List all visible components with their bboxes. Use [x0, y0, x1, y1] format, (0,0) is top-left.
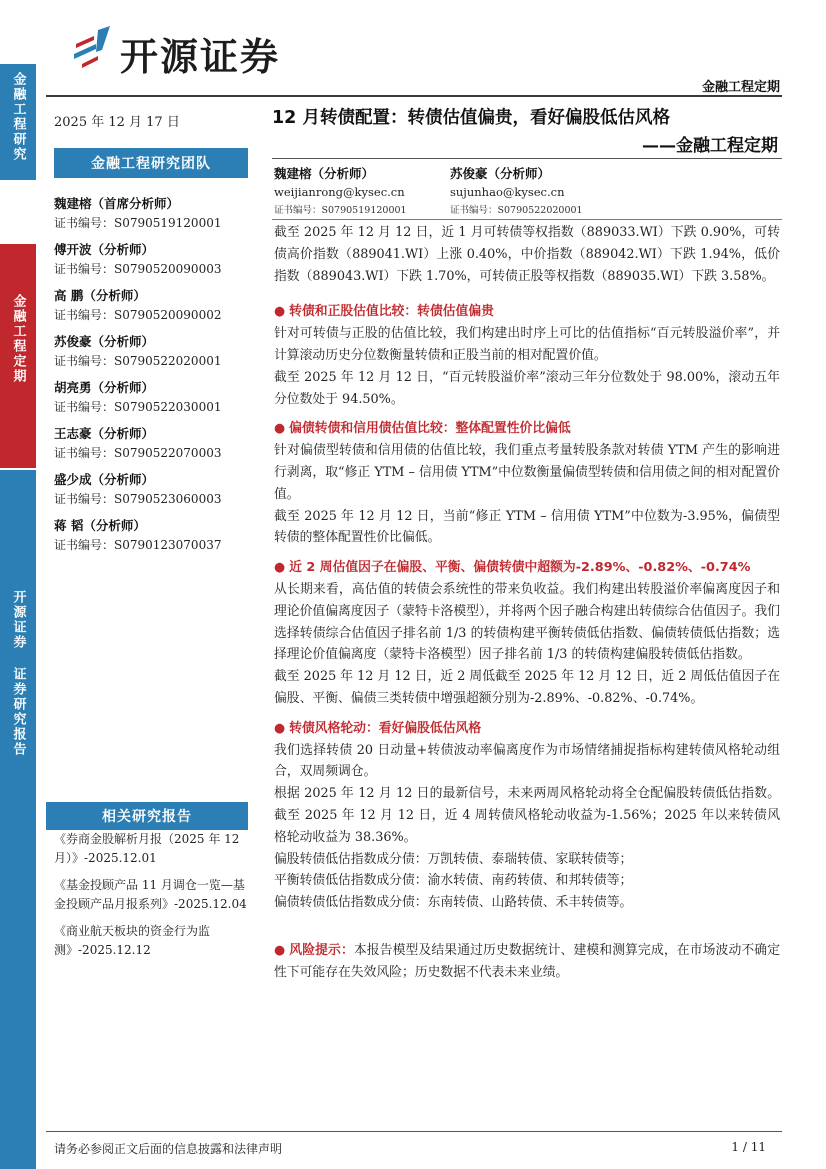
team-title-bar: 金融工程研究团队 [54, 148, 248, 178]
analyst-item [54, 332, 254, 371]
author-block [274, 164, 454, 221]
intro-paragraph: 截至 2025 年 12 月 12 日，近 1 月可转债等权指数（889033.WI）下跌 0.90%，可转债高价指数（889041.WI）上涨 0.40%，中价指数（889042.WI）下跌 1.94%，低价指数（889043.WI）下跌 1.70%，可转债正股等权指数（889035.WI）下跌 3.58%。 [274, 225, 780, 284]
analyst-cert: 证书编号：S0790522070003 [54, 446, 222, 460]
author-cert: 证书编号：S0790519120001 [274, 205, 407, 216]
related-reports-title-bar: 相关研究报告 [46, 802, 248, 830]
section-paragraph: 针对偏债型转债和信用债的估值比较，我们重点考量转股条款对转债 YTM 产生的影响进行剥离，取“修正 YTM – 信用债 YTM”中位数衡量偏债型转债和信用债之间的相对配置价值。 [274, 443, 780, 502]
analyst-list [54, 194, 254, 562]
analyst-item [54, 424, 254, 463]
section-paragraph: 偏股转债低估指数成分债：万凯转债、泰瑞转债、家联转债等； [274, 851, 633, 867]
analyst-cert: 证书编号：S0790522020001 [54, 354, 222, 368]
analyst-name: 蒋 韬（分析师） [54, 518, 146, 533]
section-paragraph: 我们选择转债 20 日动量+转债波动率偏离度作为市场情绪捕捉指标构建转债风格轮动组合，双周频调仓。 [274, 742, 780, 780]
footer-disclaimer: 请务必参阅正文后面的信息披露和法律声明 [54, 1142, 283, 1156]
section-paragraph: 截至 2025 年 12 月 12 日，“百元转股溢价率”滚动三年分位数处于 98.00%，滚动五年分位数处于 94.50%。 [274, 369, 780, 407]
footer-divider [46, 1131, 782, 1132]
analyst-item [54, 240, 254, 279]
author-email[interactable]: weijianrong@kysec.cn [274, 185, 405, 199]
bullet-icon: ● [274, 304, 286, 320]
section-heading: ● 转债风格轮动：看好偏股低估风格 [274, 720, 482, 736]
section-paragraph: 截至 2025 年 12 月 12 日，当前“修正 YTM – 信用债 YTM”中位数为-3.95%，偏债型转债的整体配置性价比偏低。 [274, 508, 780, 546]
company-logo-mark [72, 24, 112, 68]
risk-label: 风险提示： [289, 942, 354, 958]
report-subtitle: ——金融工程定期 [642, 136, 778, 156]
analyst-name: 魏建榕（首席分析师） [54, 196, 180, 211]
report-body [274, 222, 780, 984]
header-divider [46, 95, 782, 97]
analyst-item [54, 470, 254, 509]
related-report-link[interactable]: 《券商金股解析月报（2025 年 12 月）》-2025.12.01 [54, 832, 240, 865]
side-tab-research: 金融工程研究 [0, 64, 36, 180]
analyst-cert: 证书编号：S0790519120001 [54, 216, 222, 230]
section-heading: ● 转债和正股估值比较：转债估值偏贵 [274, 304, 494, 320]
side-tab-brand: 开源证券 证券研究报告 [0, 470, 36, 1169]
title-divider [272, 158, 782, 159]
related-report-link[interactable]: 《商业航天板块的资金行为监测》-2025.12.12 [54, 924, 211, 957]
author-block [450, 164, 630, 221]
risk-text: 本报告模型及结果通过历史数据统计、建模和测算完成，在市场波动不确定性下可能存在失效风险；历史数据不代表未来业绩。 [274, 942, 781, 980]
section-paragraph: 从长期来看，高估值的转债会系统性的带来负收益。我们构建出转股溢价率偏离度因子和理论价值偏离度因子（蒙特卡洛模型），并将两个因子融合构建出转债综合估值因子。我们选择转债综合估值因子排名前 1/3 的转债构建平衡转债低估指数、偏债转债低估指数；选择理论价值偏离度（蒙特卡洛模型）因子排名前 1/3 的转债构建偏股转债低估指数。 [274, 581, 780, 663]
analyst-cert: 证书编号：S0790520090003 [54, 262, 222, 276]
bullet-icon: ● [274, 720, 286, 736]
analyst-cert: 证书编号：S0790123070037 [54, 538, 222, 552]
analyst-name: 苏俊豪（分析师） [54, 334, 155, 349]
analyst-item [54, 378, 254, 417]
analyst-item [54, 516, 254, 555]
section-paragraph: 截至 2025 年 12 月 12 日，近 2 周低截至 2025 年 12 月 12 日，近 2 周低估值因子在偏股、平衡、偏债三类转债中增强超额分别为-2.89%、-0.82%、-0.74%。 [274, 669, 780, 706]
author-name: 魏建榕（分析师） [274, 166, 375, 181]
author-email[interactable]: sujunhao@kysec.cn [450, 185, 565, 199]
analyst-cert: 证书编号：S0790522030001 [54, 400, 222, 414]
analyst-name: 胡亮勇（分析师） [54, 380, 155, 395]
analyst-cert: 证书编号：S0790523060003 [54, 492, 222, 506]
analyst-item [54, 194, 254, 233]
related-reports-list [54, 830, 256, 968]
related-report-link[interactable]: 《基金投顾产品 11 月调仓一览—基金投顾产品月报系列》-2025.12.04 [54, 878, 247, 911]
author-cert: 证书编号：S0790522020001 [450, 205, 583, 216]
section-paragraph: 平衡转债低估指数成分债：渝水转债、南药转债、和邦转债等； [274, 873, 633, 889]
section-heading: ● 偏债转债和信用债估值比较：整体配置性价比偏低 [274, 421, 571, 437]
side-tab-report-type: 金融工程定期 [0, 244, 36, 468]
section-paragraph: 针对可转债与正股的估值比较，我们构建出时序上可比的估值指标“百元转股溢价率”，并计算滚动历史分位数衡量转债和正股当前的相对配置价值。 [274, 326, 780, 363]
section-heading: ● 近 2 周估值因子在偏股、平衡、偏债转债中超额为-2.89%、-0.82%、-0.74% [274, 560, 751, 576]
analyst-name: 盛少成（分析师） [54, 472, 155, 487]
report-title: 12 月转债配置：转债估值偏贵，看好偏股低估风格 [272, 108, 670, 128]
analyst-cert: 证书编号：S0790520090002 [54, 308, 222, 322]
analyst-name: 王志豪（分析师） [54, 426, 155, 441]
author-divider [272, 219, 782, 220]
bullet-icon: ● [274, 560, 286, 576]
section-paragraph: 根据 2025 年 12 月 12 日的最新信号，未来两周风格轮动将全仓配偏股转债低估指数。截至 2025 年 12 月 12 日，近 4 周转债风格轮动收益为-1.56%；2025 年以来转债风格轮动收益为 38.36%。 [274, 786, 780, 845]
bullet-icon: ● [274, 942, 286, 958]
analyst-item [54, 286, 254, 325]
report-type-label: 金融工程定期 [701, 80, 780, 95]
company-logo-text: 开源证券 [120, 35, 281, 79]
author-name: 苏俊豪（分析师） [450, 166, 551, 181]
page-number: 1 / 11 [731, 1140, 766, 1154]
section-paragraph: 偏债转债低估指数成分债：东南转债、山路转债、禾丰转债等。 [274, 895, 633, 911]
risk-warning [274, 940, 780, 984]
analyst-name: 傅开波（分析师） [54, 242, 155, 257]
analyst-name: 高 鹏（分析师） [54, 288, 146, 303]
report-date: 2025 年 12 月 17 日 [54, 115, 180, 130]
bullet-icon: ● [274, 421, 286, 437]
